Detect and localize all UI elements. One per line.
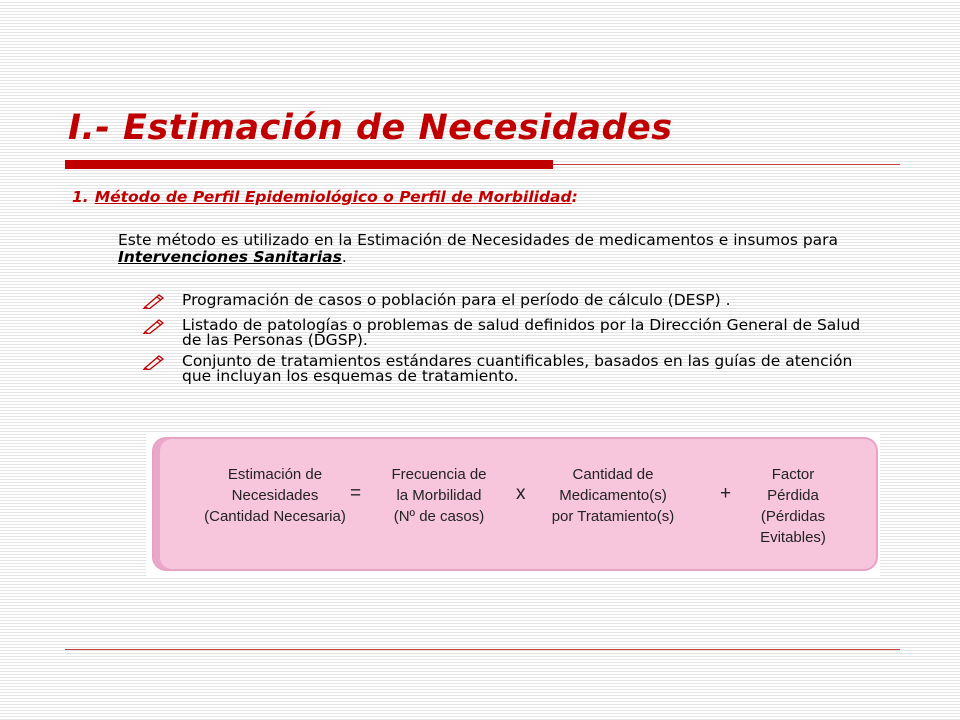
formula-term-line: Estimación de [227, 466, 323, 483]
formula-operator-times: x [516, 483, 526, 504]
list-item [142, 293, 882, 312]
formula-operator-equals: = [350, 483, 362, 504]
formula-term-line: por Tratamiento(s) [551, 508, 675, 525]
intro-paragraph [118, 232, 878, 266]
formula-term-line: (Pérdidas [760, 508, 826, 525]
bullet-text: Programación de casos o población para el período de cálculo (DESP) . [182, 291, 731, 309]
formula-term-estimation [190, 464, 360, 527]
pencil-icon [142, 293, 166, 312]
intro-end: . [341, 248, 347, 266]
formula-term-loss-factor [738, 464, 848, 548]
slide-title: I.- Estimación de Necesidades [68, 108, 673, 148]
formula-term-frequency [374, 464, 504, 527]
pencil-icon [142, 318, 166, 337]
formula-term-quantity [538, 464, 688, 527]
footer-rule [65, 649, 900, 650]
formula-term-line: la Morbilidad [396, 487, 482, 504]
formula-term-line: Necesidades [231, 487, 319, 504]
formula-term-line: Cantidad de [572, 466, 654, 483]
formula-term-line: Evitables) [760, 529, 826, 546]
formula-image [146, 433, 880, 577]
intro-emphasis: Intervenciones Sanitarias [118, 248, 342, 266]
list-item [142, 318, 882, 348]
section-number: 1. [72, 188, 89, 206]
formula-operator-plus: + [720, 483, 732, 504]
title-underline-bar [65, 160, 553, 169]
bullet-text: Conjunto de tratamientos estándares cuantificables, basados en las guías de atención que incluyan los esquemas de tratamiento. [182, 352, 853, 385]
section-link[interactable]: Método de Perfil Epidemiológico o Perfil de Morbilidad [94, 188, 572, 206]
list-item [142, 354, 882, 384]
section-suffix: : [571, 188, 578, 206]
formula-term-line: Factor [771, 466, 815, 483]
pencil-icon [142, 354, 166, 373]
formula-term-line: Medicamento(s) [559, 487, 667, 504]
formula-term-line: (Cantidad Necesaria) [204, 508, 346, 525]
formula-box [152, 437, 878, 571]
intro-text: Este método es utilizado en la Estimación de Necesidades de medicamentos e insumos para [118, 231, 839, 249]
formula-term-line: (Nº de casos) [393, 508, 485, 525]
section-heading [72, 188, 578, 206]
title-underline-rule [553, 164, 900, 165]
bullet-text: Listado de patologías o problemas de salud definidos por la Dirección General de Salud de las Personas (DGSP). [182, 316, 861, 349]
bullet-list [142, 293, 882, 390]
formula-term-line: Frecuencia de [391, 466, 487, 483]
formula-term-line: Pérdida [767, 487, 819, 504]
